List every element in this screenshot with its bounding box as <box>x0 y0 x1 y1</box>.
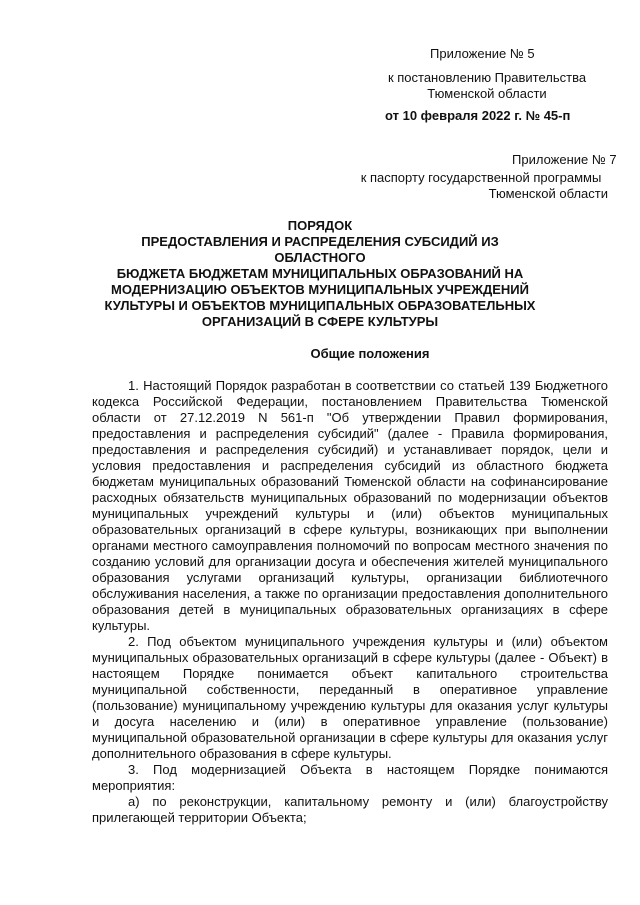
annex5-line2: к постановлению Правительства <box>387 70 587 85</box>
annex5-block <box>372 46 602 62</box>
document-body <box>92 378 608 826</box>
title-line: БЮДЖЕТА БЮДЖЕТАМ МУНИЦИПАЛЬНЫХ ОБРАЗОВАНИЙ НА <box>116 266 524 281</box>
title-line: ОРГАНИЗАЦИЙ В СФЕРЕ КУЛЬТУРЫ <box>201 314 439 329</box>
paragraph-1: 1. Настоящий Порядок разработан в соответствии со статьей 139 Бюджетного кодекса Российской Федерации, постановлением Правительства Тюменской области от 27.12.2019 N 561-п "Об утверждении Правил формирования, предоставления и распределения субсидий" (далее - Правила формирования, предоставления и распределения субсидий) и устанавливает порядок, цели и условия предоставления и распределения субсидий из областного бюджета бюджетам муниципальных образований Тюменской области на софинансирование расходных обязательств муниципальных образований по модернизации объектов муниципальных учреждений культуры и (или) объектов муниципальных образовательных организаций в сфере культуры, возникающих при выполнении органами местного самоуправления полномочий по вопросам местного значения по созданию условий для организации досуга и обеспечения жителей муниципального образования услугами организаций культуры, организации библиотечного обслуживания населения, а также по организации предоставления дополнительного образования детей в муниципальных образовательных организациях в сфере культуры. <box>92 378 608 633</box>
document-title <box>95 218 545 330</box>
annex5-title: Приложение № 5 <box>430 46 535 61</box>
section-heading: Общие положения <box>310 346 430 361</box>
annex7-title: Приложение № 7 <box>512 152 617 167</box>
annex5-line3: Тюменской области <box>427 86 547 101</box>
title-line: КУЛЬТУРЫ И ОБЪЕКТОВ МУНИЦИПАЛЬНЫХ ОБРАЗОВАТЕЛЬНЫХ <box>104 298 536 313</box>
annex7-line3: Тюменской области <box>488 186 608 201</box>
paragraph-2: 2. Под объектом муниципального учреждения культуры и (или) объектом муниципальных образовательных организаций в сфере культуры (далее - Объект) в настоящем Порядке понимается объект капитального строительства муниципальной собственности, переданный в оперативное управление (пользование) муниципальному учреждению культуры для оказания услуг культуры и досуга населению и (или) в оперативное управление (пользование) муниципальной образовательной организации в сфере культуры для оказания услуг дополнительного образования в сфере культуры. <box>92 634 608 761</box>
title-line: МОДЕРНИЗАЦИЮ ОБЪЕКТОВ МУНИЦИПАЛЬНЫХ УЧРЕЖДЕНИЙ <box>111 282 529 297</box>
annex7-subtitle <box>346 170 616 202</box>
annex7-line2: к паспорту государственной программы <box>360 170 602 185</box>
annex5-subtitle <box>372 70 602 102</box>
paragraph-3a: а) по реконструкции, капитальному ремонту и (или) благоустройству прилегающей территории Объекта; <box>92 794 608 825</box>
title-line: ПРЕДОСТАВЛЕНИЯ И РАСПРЕДЕЛЕНИЯ СУБСИДИЙ ИЗ <box>141 234 499 249</box>
title-line: ПОРЯДОК <box>287 218 353 233</box>
paragraph-3: 3. Под модернизацией Объекта в настоящем Порядке понимаются мероприятия: <box>92 762 608 793</box>
title-line: ОБЛАСТНОГО <box>274 250 366 265</box>
annex5-date: от 10 февраля 2022 г. № 45-п <box>385 108 571 123</box>
